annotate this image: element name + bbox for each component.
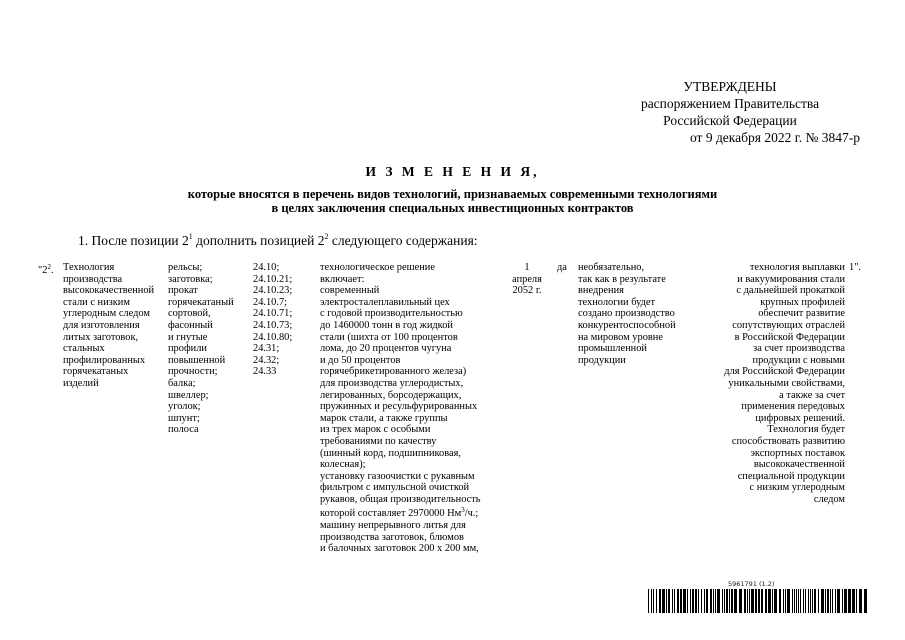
barcode-bar — [772, 589, 773, 613]
barcode-bar — [677, 589, 679, 613]
text-line: применения передовых — [741, 401, 845, 413]
text-line: повышенной — [168, 354, 226, 366]
text-line: апреля — [512, 273, 542, 285]
text-line: продукции с новыми — [752, 354, 845, 366]
approval-date: от 9 декабря 2022 г. № 3847-р — [689, 130, 860, 145]
text-line: цифровых решений. — [755, 412, 845, 424]
text-line: специальной продукции — [737, 470, 845, 482]
barcode-bar — [758, 589, 760, 613]
text-line: профили — [168, 343, 207, 355]
text-line: технологии будет — [578, 296, 656, 308]
text-line: а также за счет — [779, 389, 845, 401]
barcode-bar — [765, 589, 767, 613]
barcode-bar — [768, 589, 771, 613]
text-line: высококачественной — [63, 285, 155, 297]
okpd-column — [253, 262, 292, 378]
text-line: профилированных — [63, 354, 146, 366]
barcode-bar — [842, 589, 843, 613]
barcode-bar — [812, 589, 813, 613]
text-line: швеллер; — [168, 389, 209, 401]
barcode-bar — [731, 589, 733, 613]
barcode-bar — [755, 589, 757, 613]
text-line: машину непрерывного литья для — [320, 520, 466, 532]
barcode-bar — [683, 589, 686, 613]
text-line: 24.31; — [253, 343, 280, 355]
text-line: пружинных и ресульфурированных — [320, 401, 478, 413]
approval-line: Российской Федерации — [663, 113, 797, 128]
text-line: 24.10; — [253, 262, 280, 273]
text-line: фильтром с импульсной очисткой — [320, 482, 470, 494]
text-line: уникальными свойствами, — [728, 377, 845, 389]
text-line: Технология — [63, 262, 115, 273]
barcode-bar — [800, 589, 801, 613]
barcode-bar — [651, 589, 652, 613]
text-line: продукции — [578, 354, 626, 366]
barcode-bar — [761, 589, 763, 613]
text-line: с дальнейшей прокаткой — [736, 285, 845, 297]
text-line: литых заготовок, — [63, 331, 139, 343]
text-line: прокат — [168, 285, 198, 297]
subtitle-line: в целях заключения специальных инвестиционных контрактов — [271, 201, 634, 215]
products-column — [168, 262, 234, 436]
document-heading: И З М Е Н Е Н И Я, — [365, 164, 540, 179]
text-line: углеродным следом — [63, 308, 150, 320]
text-line: производства — [63, 273, 123, 285]
effect-column — [700, 262, 845, 505]
barcode-bar — [662, 589, 665, 613]
text-line: технология выплавки — [749, 262, 845, 273]
text-line: для производства углеродистых, — [320, 377, 464, 389]
text-line: 24.10.23; — [253, 285, 293, 297]
barcode-image — [648, 589, 871, 613]
barcode-bar — [687, 589, 688, 613]
text-line: с низким углеродным — [749, 482, 845, 494]
barcode-bar — [713, 589, 714, 613]
barcode-bar — [690, 589, 691, 613]
intro-paragraph: 1. После позиции $2^1$ дополнить позицией $2^2$ следующего содержания: — [78, 232, 478, 248]
text-line: для Российской Федерации — [724, 366, 845, 378]
barcode-bar — [827, 589, 829, 613]
text-line: конкурентоспособной — [578, 319, 676, 331]
text-line: легированных, борсодержащих, — [320, 389, 462, 401]
text-line: уголок; — [168, 401, 201, 413]
text-line: 24.10.21; — [253, 273, 293, 285]
barcode-bar — [734, 589, 737, 613]
barcode-bar — [783, 589, 784, 613]
barcode-bar — [810, 589, 811, 613]
barcode-bar — [698, 589, 699, 613]
text-line: лома, до 20 процентов чугуна — [320, 343, 452, 355]
text-line: 24.10.71; — [253, 308, 293, 320]
solution-power-line: которой составляет 2970000 $Нм^3/ч$.; — [320, 506, 479, 520]
barcode-bar — [848, 589, 851, 613]
technology-column — [63, 262, 154, 390]
text-line: прочности; — [168, 366, 218, 378]
text-line: установку газоочистки с рукавным — [320, 470, 475, 482]
text-line: технологическое решение — [320, 262, 435, 273]
barcode-bar — [695, 589, 697, 613]
barcode-bar — [774, 589, 777, 613]
text-line: шпунт; — [168, 412, 200, 424]
barcode-bar — [796, 589, 797, 613]
barcode-bar — [648, 589, 649, 613]
document-subtitle — [0, 187, 905, 215]
barcode-bar — [739, 589, 742, 613]
barcode-bar — [856, 589, 857, 613]
approval-line: распоряжением Правительства — [640, 96, 820, 111]
barcode-bar — [852, 589, 855, 613]
solution-tail-lines — [320, 520, 481, 555]
barcode-bar — [785, 589, 786, 613]
text-line: на мировом уровне — [578, 331, 663, 343]
text-line: стальных — [63, 343, 105, 355]
text-line: изделий — [63, 377, 99, 389]
text-line: марок стали, а также группы — [320, 412, 448, 424]
text-line: обеспечит развитие — [758, 308, 845, 320]
barcode-bar — [729, 589, 730, 613]
text-line: из трех марок с особыми — [320, 424, 431, 436]
text-line: и до 50 процентов — [320, 354, 401, 366]
text-line: рельсы; — [168, 262, 203, 273]
text-line: требованиями по качеству — [320, 435, 437, 447]
barcode-bar — [787, 589, 790, 613]
text-line: горячебрикетированного железа) — [320, 366, 467, 378]
text-line: создано производство — [578, 308, 675, 320]
barcode-bar — [672, 589, 673, 613]
text-line: для изготовления — [63, 319, 140, 331]
barcode-bar — [808, 589, 809, 613]
solution-column — [320, 262, 481, 555]
barcode-bar — [744, 589, 746, 613]
barcode-bar — [794, 589, 795, 613]
barcode-bar — [656, 589, 657, 613]
text-line: 24.10.73; — [253, 319, 293, 331]
barcode-bar — [859, 589, 862, 613]
text-line: включает: — [320, 273, 365, 285]
barcode-bar — [814, 589, 816, 613]
barcode-bar — [792, 589, 793, 613]
barcode-bar — [821, 589, 824, 613]
barcode-bar — [726, 589, 728, 613]
barcode-bar — [747, 589, 748, 613]
text-line: высококачественной — [753, 459, 845, 471]
text-line: до 1460000 тонн в год жидкой — [320, 319, 453, 331]
end-marker: 1". — [849, 262, 862, 273]
barcode-bar — [835, 589, 836, 613]
text-line: в Российской Федерации — [734, 331, 845, 343]
text-line: и гнутые — [168, 331, 208, 343]
text-line: и вакуумирования стали — [737, 273, 845, 285]
text-line: промышленной — [578, 343, 647, 355]
barcode-bar — [674, 589, 675, 613]
text-line: Технология будет — [767, 424, 845, 436]
text-line: (шинный корд, подшипниковая, — [320, 447, 461, 459]
text-line: современный — [320, 285, 380, 297]
barcode-bar — [680, 589, 682, 613]
barcode-bar — [666, 589, 667, 613]
barcode-bar — [803, 589, 804, 613]
text-line: сортовой, — [168, 308, 211, 320]
barcode-number: 5961791 (1.2) — [728, 580, 775, 588]
barcode-bar — [692, 589, 694, 613]
date-column — [505, 262, 549, 297]
text-line: электросталеплавильный цех — [320, 296, 450, 308]
solution-lines — [320, 262, 481, 505]
barcode-bar — [830, 589, 831, 613]
barcode-bar — [722, 589, 723, 613]
text-line: рукавов, общая производительность — [320, 493, 481, 505]
text-line: сопутствующих отраслей — [732, 319, 845, 331]
text-line: производства заготовок, блюмов — [320, 531, 464, 543]
text-line: так как в результате — [578, 273, 666, 285]
text-line: 24.32; — [253, 354, 280, 366]
text-line: горячекатаный — [168, 296, 234, 308]
text-line: 1 — [524, 262, 530, 273]
text-line: и балочных заготовок 200 х 200 мм, — [320, 543, 479, 555]
text-line: стали с низким — [63, 296, 130, 308]
barcode-bar — [844, 589, 847, 613]
text-line: балка; — [168, 377, 196, 389]
note-column — [578, 262, 676, 366]
barcode-bar — [805, 589, 806, 613]
text-line: фасонный — [168, 319, 213, 331]
position-number: "$2^2$. — [38, 263, 54, 276]
text-line: 24.10.7; — [253, 296, 288, 308]
text-line: колесная); — [320, 459, 366, 471]
barcode-bar — [825, 589, 826, 613]
barcode-bar — [717, 589, 720, 613]
barcode-bar — [751, 589, 754, 613]
text-line: заготовка; — [168, 273, 213, 285]
flag-column: да — [557, 262, 567, 273]
text-line: способствовать развитию — [731, 435, 845, 447]
barcode-bar — [818, 589, 819, 613]
approval-block — [600, 78, 860, 146]
text-line: экспортных поставок — [750, 447, 845, 459]
barcode-bar — [798, 589, 799, 613]
text-line: внедрения — [578, 285, 624, 297]
barcode-bar — [659, 589, 661, 613]
barcode-bar — [704, 589, 705, 613]
barcode-bar — [710, 589, 712, 613]
barcode-bar — [837, 589, 840, 613]
approval-title: УТВЕРЖДЕНЫ — [683, 79, 777, 94]
text-line: необязательно, — [578, 262, 645, 273]
barcode-bar — [668, 589, 670, 613]
text-line: стали (шихта от 100 процентов — [320, 331, 458, 343]
text-line: горячекатаных — [63, 366, 129, 378]
barcode-bar — [864, 589, 867, 613]
text-line: следом — [813, 493, 845, 505]
text-line: полоса — [168, 424, 199, 436]
barcode-bar — [706, 589, 708, 613]
barcode-bar — [749, 589, 750, 613]
barcode-bar — [715, 589, 716, 613]
text-line: крупных профилей — [760, 296, 845, 308]
barcode-bar — [653, 589, 654, 613]
text-line: с годовой производительностью — [320, 308, 463, 320]
barcode-bar — [779, 589, 781, 613]
text-line: за счет производства — [753, 343, 845, 355]
barcode-bar — [701, 589, 702, 613]
text-line: 2052 г. — [512, 285, 542, 297]
barcode-bar — [832, 589, 833, 613]
text-line: 24.33 — [253, 366, 277, 378]
barcode-bar — [724, 589, 725, 613]
subtitle-line: которые вносятся в перечень видов технологий, признаваемых современными технологиями — [187, 187, 718, 201]
text-line: 24.10.80; — [253, 331, 293, 343]
